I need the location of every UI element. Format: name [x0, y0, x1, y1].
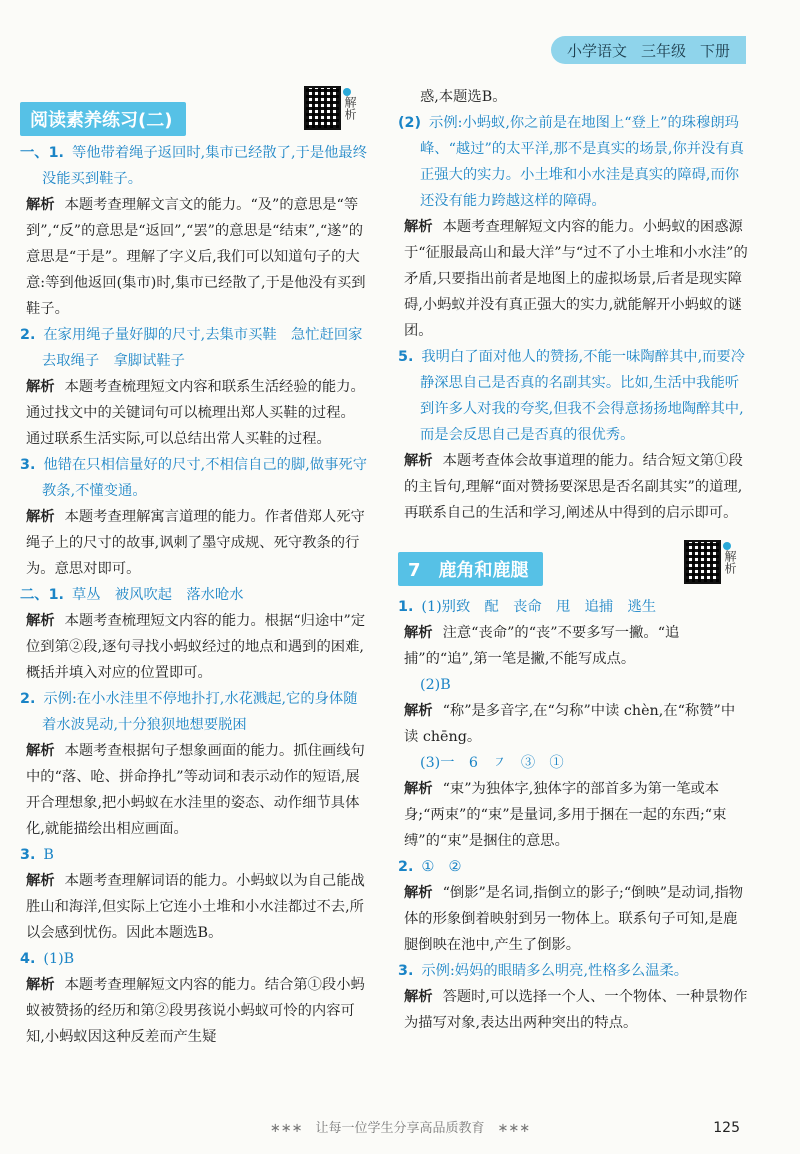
- qr-label: 解析: [343, 96, 357, 120]
- analysis-text: 答题时,可以选择一个人、一个物体、一种景物作为描写对象,表达出两种突出的特点。: [404, 989, 748, 1031]
- analysis-paragraph: [398, 984, 748, 1036]
- right-answers-part1: [398, 84, 748, 526]
- analysis-paragraph: [398, 880, 748, 958]
- section-title-reading: 阅读素养练习(二): [20, 102, 186, 136]
- answer-text: 示例:小蚂蚁,你之前是在地图上“登上”的珠穆朗玛峰、“越过”的太平洋,那不是真实的场景,你并没有真正强大的实力。小土堆和小水洼是真实的障碍,而你还没有能力跨越这样的障碍。: [420, 115, 744, 209]
- analysis-text: 本题考查理解文言文的能力。“及”的意思是“等到”,“反”的意思是“返回”,“罢”的意思是“结束”,“遂”的意思是“于是”。理解了字义后,我们可以知道句子的大意:等到他返回(集市)时,集市已经散了,于是他没有买到鞋子。: [26, 197, 366, 317]
- answer-item: [398, 672, 748, 698]
- qr-code-icon: [684, 540, 721, 584]
- analysis-paragraph: [20, 504, 368, 582]
- analysis-text: 本题考查梳理短文内容的能力。根据“归途中”定位到第②段,逐句寻找小蚂蚁经过的地点和遇到的困难,概括并填入对应的位置即可。: [26, 613, 366, 681]
- answer-item: [398, 750, 748, 776]
- analysis-paragraph: [20, 972, 368, 1050]
- analysis-paragraph: [398, 620, 748, 672]
- answer-item: [398, 344, 748, 448]
- analysis-paragraph: [20, 192, 368, 322]
- analysis-paragraph: [20, 374, 368, 452]
- section-title-lesson7: 7 鹿角和鹿腿: [398, 552, 543, 586]
- answer-number: 5.: [398, 349, 414, 365]
- analysis-paragraph: [398, 214, 748, 344]
- left-column: [20, 84, 368, 1050]
- qr-code[interactable]: [304, 86, 356, 138]
- page-number: 125: [713, 1120, 740, 1136]
- analysis-label: 解析: [404, 781, 433, 797]
- answer-number: 3.: [20, 847, 36, 863]
- answer-text: 示例:妈妈的眼睛多么明亮,性格多么温柔。: [421, 963, 689, 979]
- left-title-row: [20, 84, 368, 140]
- answer-text: 草丛 被风吹起 落水呛水: [71, 587, 244, 603]
- answer-item: [20, 322, 368, 374]
- answer-text: 他错在只相信量好的尺寸,不相信自己的脚,做事死守教条,不懂变通。: [42, 457, 368, 499]
- qr-label: 解析: [723, 550, 737, 574]
- answer-text: (1)B: [43, 951, 75, 967]
- analysis-label: 解析: [404, 219, 433, 235]
- answer-item: [398, 594, 748, 620]
- analysis-label: 解析: [404, 885, 433, 901]
- analysis-text: 注意“丧命”的“丧”不要多写一撇。“追捕”的“追”,第一笔是撇,不能写成点。: [404, 625, 680, 667]
- analysis-text: 本题考查理解短文内容的能力。小蚂蚁的困惑源于“征服最高山和最大洋”与“过不了小土堆和小水洼”的矛盾,只要指出前者是地图上的虚拟场景,后者是现实障碍,小蚂蚁并没有真正强大的实力,就能解开小蚂蚁的谜团。: [404, 219, 748, 339]
- analysis-label: 解析: [404, 625, 433, 641]
- answer-number: 4.: [20, 951, 36, 967]
- play-icon: [723, 542, 731, 550]
- answer-number: 2.: [20, 691, 36, 707]
- analysis-text: 本题考查理解寓言道理的能力。作者借郑人死守绳子上的尺寸的故事,讽刺了墨守成规、死守教条的行为。意思对即可。: [26, 509, 365, 577]
- header-tab: [551, 36, 746, 64]
- analysis-text: 本题考查理解词语的能力。小蚂蚁以为自己能战胜山和海洋,但实际上它连小土堆和小水洼都过不去,所以会感到忧伤。因此本题选B。: [26, 873, 365, 941]
- answer-item: [20, 946, 368, 972]
- analysis-text: “倒影”是名词,指倒立的影子;“倒映”是动词,指物体的形象倒着映射到另一物体上。联系句子可知,是鹿腿倒映在池中,产生了倒影。: [404, 885, 744, 953]
- analysis-text: “束”为独体字,独体字的部首多为第一笔或本身;“两束”的“束”是量词,多用于捆在一起的东西;“束缚”的“束”是捆住的意思。: [404, 781, 727, 849]
- analysis-label: 解析: [26, 197, 55, 213]
- right-title-row: [398, 538, 748, 594]
- answer-text: 我明白了面对他人的赞扬,不能一味陶醉其中,而要冷静深思自己是否真的名副其实。比如,生活中我能听到许多人对我的夸奖,但我不会得意扬扬地陶醉其中,而是会反思自己是否真的很优秀。: [420, 349, 746, 443]
- answer-item: [20, 582, 368, 608]
- header-grade: 三年级: [640, 41, 686, 60]
- analysis-label: 解析: [26, 743, 55, 759]
- analysis-text: 本题考查体会故事道理的能力。结合短文第①段的主旨句,理解“面对赞扬要深思是否名副其实”的道理,再联系自己的生活和学习,阐述从中得到的启示即可。: [404, 453, 743, 521]
- answer-item: [20, 452, 368, 504]
- answer-number: 1.: [398, 599, 414, 615]
- analysis-paragraph: [20, 608, 368, 686]
- answer-text: 等他带着绳子返回时,集市已经散了,于是他最终没能买到鞋子。: [42, 145, 368, 187]
- play-icon: [343, 88, 351, 96]
- qr-code-icon: [304, 86, 341, 130]
- answer-text: B: [43, 847, 54, 863]
- header-subject: 小学语文: [566, 41, 627, 60]
- header-term: 下册: [699, 41, 730, 60]
- analysis-label: 解析: [404, 989, 433, 1005]
- answer-text: ① ②: [421, 859, 462, 875]
- answer-text: 在家用绳子量好脚的尺寸,去集市买鞋 急忙赶回家去取绳子 拿脚试鞋子: [42, 327, 363, 369]
- answer-number: (2): [398, 115, 422, 131]
- answer-item: [398, 110, 748, 214]
- analysis-label: 解析: [404, 453, 433, 469]
- answer-text: (3)一 6 ㇇ ③ ①: [420, 755, 564, 771]
- answer-item: [398, 958, 748, 984]
- text-line: 惑,本题选B。: [420, 89, 507, 105]
- answer-number: 3.: [398, 963, 414, 979]
- analysis-text: 本题考查理解短文内容的能力。结合第①段小蚂蚁被赞扬的经历和第②段男孩说小蚂蚁可怜的内容可知,小蚂蚁因这种反差而产生疑: [26, 977, 365, 1045]
- analysis-paragraph: [398, 698, 748, 750]
- answer-item: [20, 686, 368, 738]
- answer-text: (1)别致 配 丧命 甩 追捕 逃生: [421, 599, 657, 615]
- answer-text: 示例:在小水洼里不停地扑打,水花溅起,它的身体随着水波晃动,十分狼狈地想要脱困: [42, 691, 358, 733]
- analysis-label: 解析: [404, 703, 433, 719]
- footer-slogan: ∗∗∗ 让每一位学生分享高品质教育 ∗∗∗: [269, 1121, 531, 1136]
- qr-code[interactable]: [684, 540, 736, 592]
- analysis-text: “称”是多音字,在“匀称”中读 chèn,在“称赞”中读 chēng。: [404, 703, 736, 745]
- analysis-label: 解析: [26, 379, 55, 395]
- analysis-paragraph: [20, 738, 368, 842]
- answer-text: (2)B: [420, 677, 451, 693]
- analysis-label: 解析: [26, 873, 55, 889]
- analysis-label: 解析: [26, 509, 55, 525]
- analysis-label: 解析: [26, 613, 55, 629]
- analysis-paragraph: [398, 448, 748, 526]
- left-answers: [20, 140, 368, 1050]
- answer-item: [20, 140, 368, 192]
- answer-item: [398, 854, 748, 880]
- answer-number: 一、1.: [20, 145, 64, 161]
- answer-number: 2.: [398, 859, 414, 875]
- answer-number: 二、1.: [20, 587, 64, 603]
- analysis-text: 本题考查根据句子想象画面的能力。抓住画线句中的“落、呛、拼命挣扎”等动词和表示动作的短语,展开合理想象,把小蚂蚁在水洼里的姿态、动作细节具体化,就能描绘出相应画面。: [26, 743, 365, 837]
- right-column: [398, 84, 748, 1036]
- right-answers-part2: [398, 594, 748, 1036]
- analysis-label: 解析: [26, 977, 55, 993]
- answer-item: [20, 842, 368, 868]
- answer-number: 3.: [20, 457, 36, 473]
- analysis-paragraph: [398, 776, 748, 854]
- analysis-paragraph: [20, 868, 368, 946]
- answer-number: 2.: [20, 327, 36, 343]
- analysis-text: 本题考查梳理短文内容和联系生活经验的能力。通过找文中的关键词句可以梳理出郑人买鞋的过程。通过联系生活实际,可以总结出常人买鞋的过程。: [26, 379, 365, 447]
